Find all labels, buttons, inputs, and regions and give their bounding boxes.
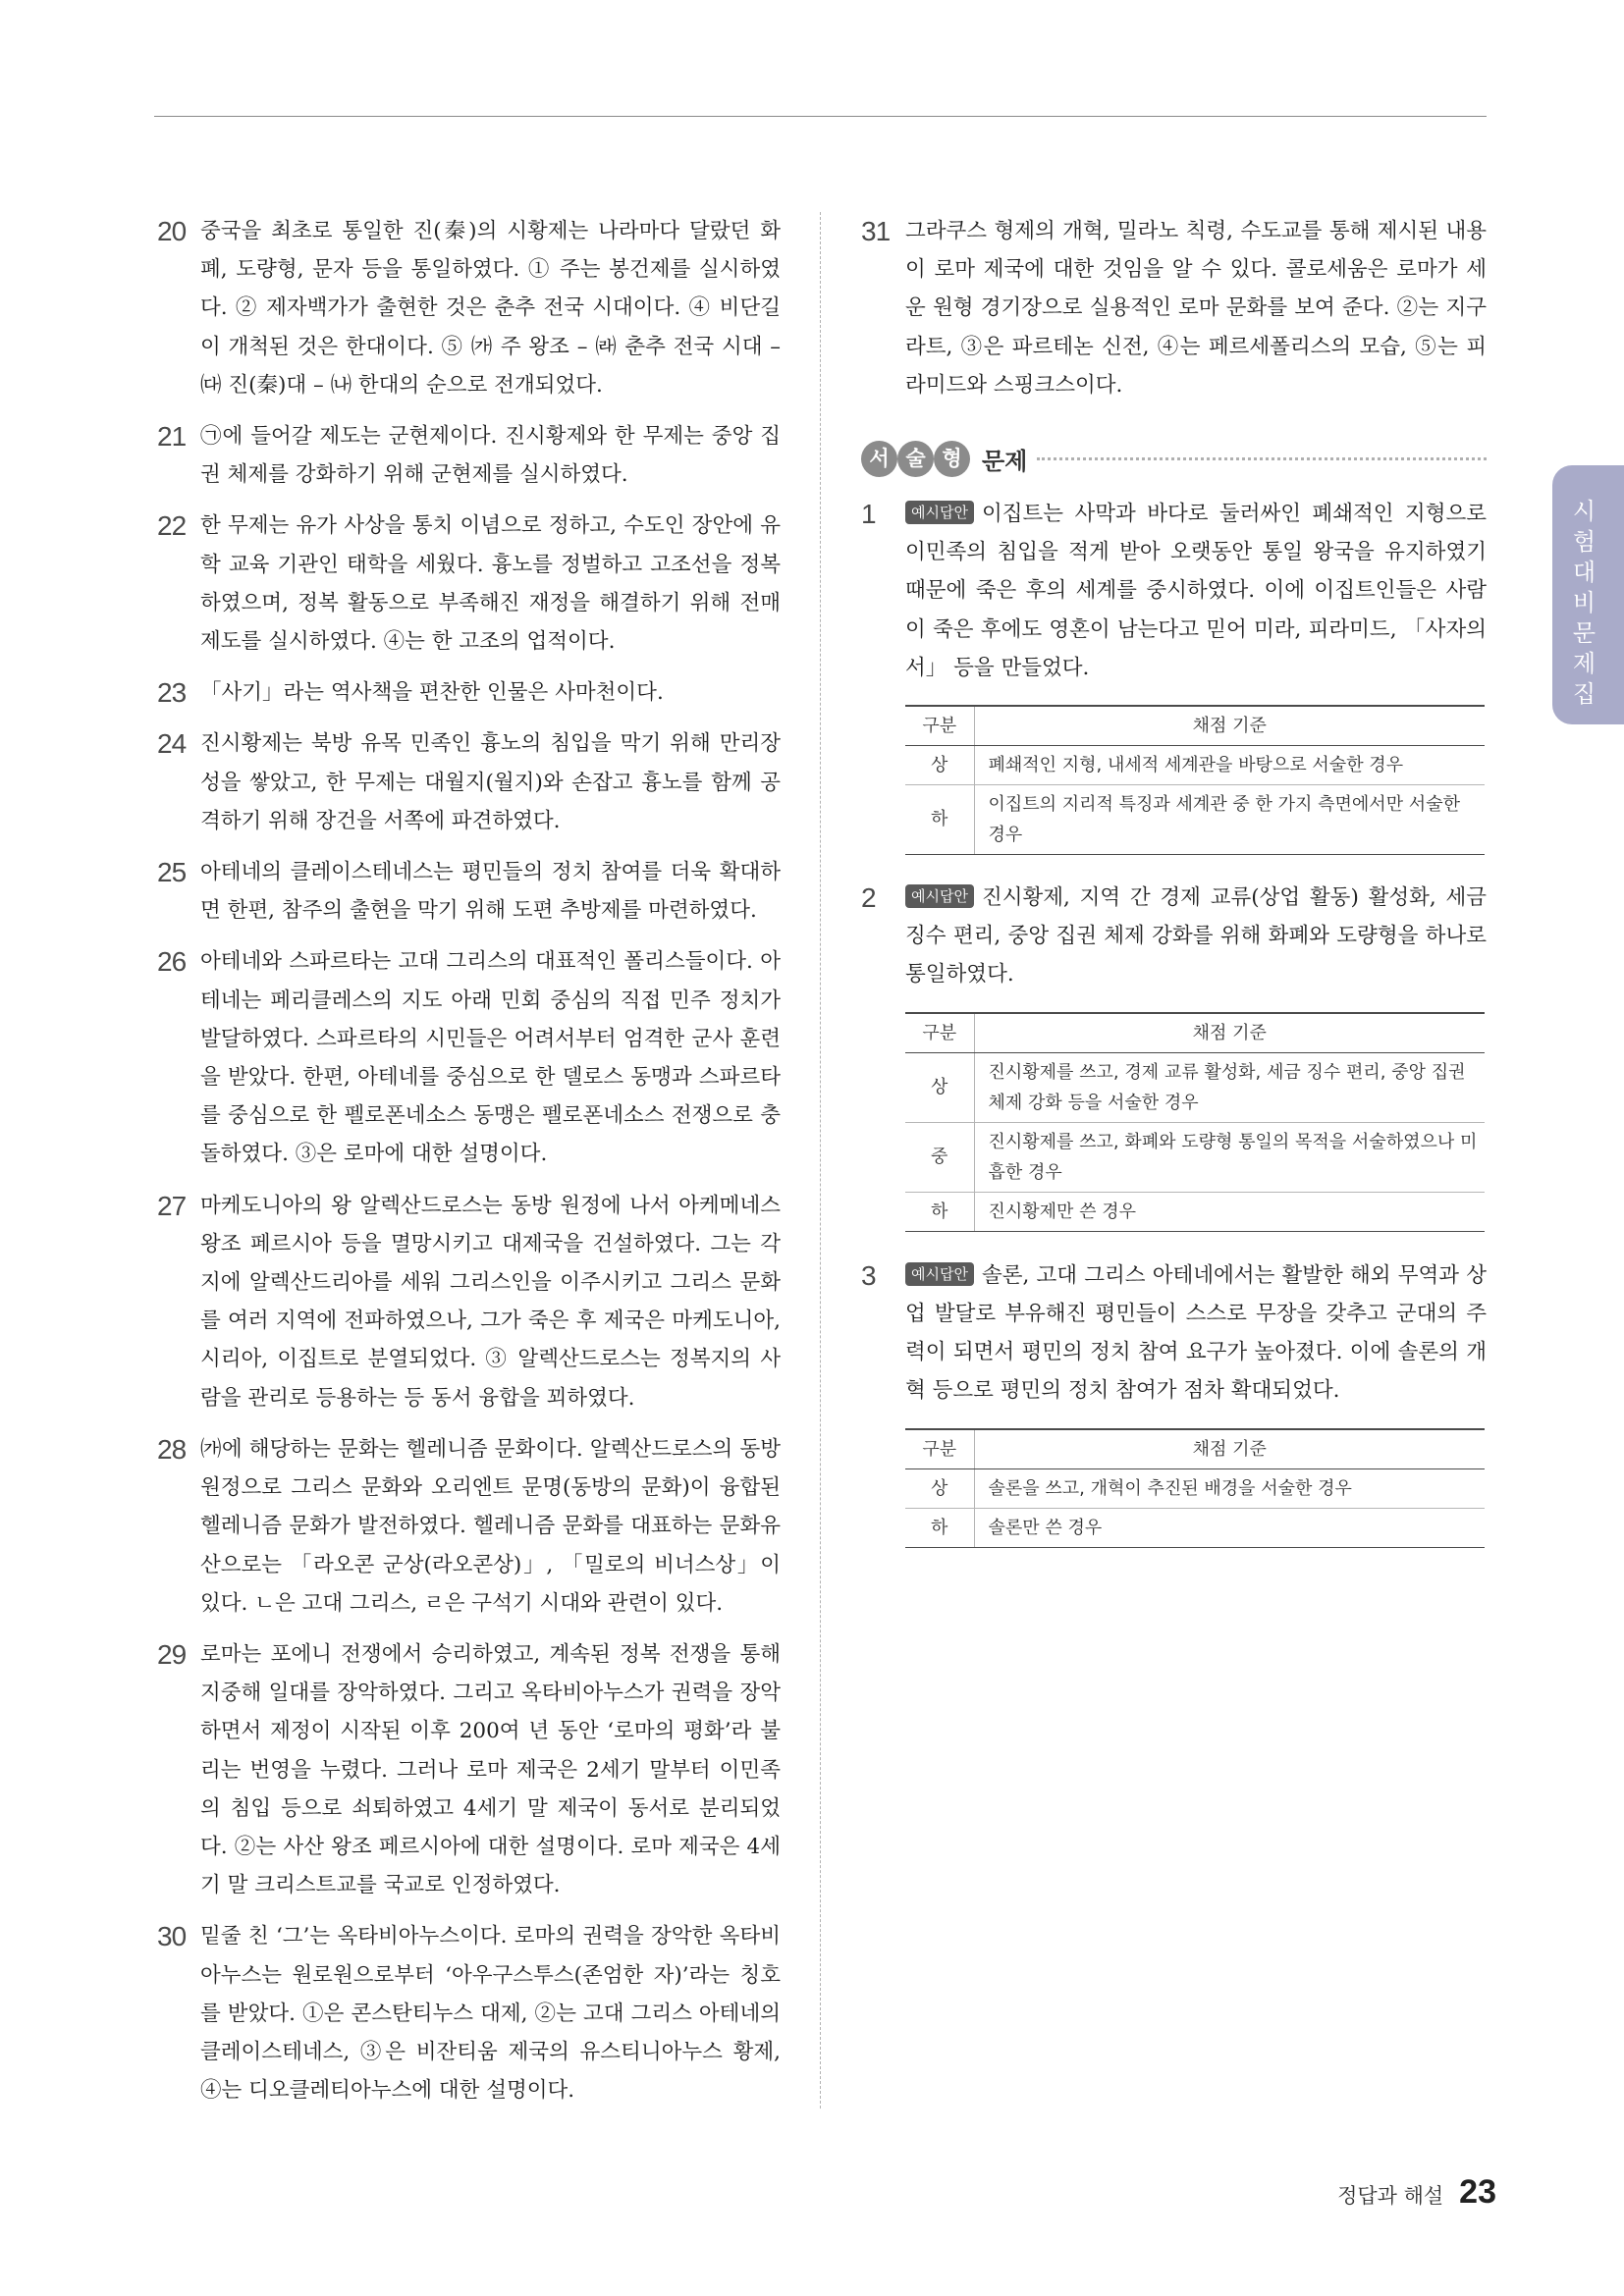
item-number: 26 xyxy=(157,946,187,978)
table-header-row xyxy=(905,1429,1485,1468)
answer-item xyxy=(861,212,1487,404)
item-number: 21 xyxy=(157,421,187,453)
sample-answer xyxy=(905,879,1487,994)
table-row xyxy=(905,1192,1485,1231)
grade-criterion: 솔론만 쓴 경우 xyxy=(974,1508,1485,1547)
answer-item xyxy=(157,673,781,712)
table-row xyxy=(905,784,1485,854)
sample-answer-tag: 예시답안 xyxy=(905,501,974,524)
top-rule xyxy=(154,116,1487,117)
table-header: 채점 기준 xyxy=(974,1013,1485,1052)
table-header-row xyxy=(905,1013,1485,1052)
section-badge: 서 xyxy=(861,441,897,477)
item-number: 29 xyxy=(157,1638,187,1670)
sample-answer-text: 솔론, 고대 그리스 아테네에서는 활발한 해외 무역과 상업 발달로 부유해진 평민들이 스스로 무장을 갖추고 군대의 주력이 되면서 평민의 정치 참여 요구가 높아졌다. 이에 솔론의 개혁 등으로 평민의 정치 참여가 점차 확대되었다. xyxy=(905,1262,1487,1404)
sample-answer xyxy=(905,495,1487,687)
grade-criterion: 폐쇄적인 지형, 내세적 세계관을 바탕으로 서술한 경우 xyxy=(974,745,1485,784)
left-column xyxy=(157,212,781,2122)
item-number: 23 xyxy=(157,677,187,709)
table-header: 구분 xyxy=(905,1013,974,1052)
right-column xyxy=(861,212,1487,1548)
table-header: 구분 xyxy=(905,1429,974,1468)
answer-item xyxy=(157,1430,781,1623)
table-header: 채점 기준 xyxy=(974,706,1485,745)
grade-criterion: 진시황제만 쓴 경우 xyxy=(974,1192,1485,1231)
essay-question xyxy=(861,495,1487,687)
grade-criterion: 진시황제를 쓰고, 화폐와 도량형 통일의 목적을 서술하였으나 미흡한 경우 xyxy=(974,1122,1485,1192)
grade-level: 하 xyxy=(905,1508,974,1547)
grading-table xyxy=(905,1428,1485,1548)
essay-section-title: 문제 xyxy=(982,447,1028,475)
answer-item xyxy=(157,507,781,661)
table-row xyxy=(905,1052,1485,1122)
essay-section-header xyxy=(861,439,1487,478)
answer-item xyxy=(157,1917,781,2109)
section-badge: 술 xyxy=(897,441,934,477)
table-row xyxy=(905,745,1485,784)
sample-answer-text: 이집트는 사막과 바다로 둘러싸인 폐쇄적인 지형으로 이민족의 침입을 적게 받아 오랫동안 통일 왕국을 유지하였기 때문에 죽은 후의 세계를 중시하였다. 이에 이집트인들은 사람이 죽은 후에도 영혼이 남는다고 믿어 미라, 피라미드, 「사자의 서」 등을 만들었다. xyxy=(905,502,1487,680)
item-explanation: 아테네와 스파르타는 고대 그리스의 대표적인 폴리스들이다. 아테네는 페리클레스의 지도 아래 민회 중심의 직접 민주 정치가 발달하였다. 스파르타의 시민들은 어려서부터 엄격한 군사 훈련을 받았다. 한편, 아테네를 중심으로 한 델로스 동맹과 스파르타를 중심으로 한 펠로폰네소스 동맹은 펠로폰네소스 전쟁으로 충돌하였다. ③은 로마에 대한 설명이다. xyxy=(200,949,781,1167)
item-explanation: 그라쿠스 형제의 개혁, 밀라노 칙령, 수도교를 통해 제시된 내용이 로마 제국에 대한 것임을 알 수 있다. 콜로세움은 로마가 세운 원형 경기장으로 실용적인 로마 문화를 보여 준다. ②는 지구라트, ③은 파르테논 신전, ④는 페르세폴리스의 모습, ⑤는 피라미드와 스핑크스이다. xyxy=(905,219,1487,398)
answer-item xyxy=(157,853,781,930)
item-explanation: 마케도니아의 왕 알렉산드로스는 동방 원정에 나서 아케메네스 왕조 페르시아 등을 멸망시키고 대제국을 건설하였다. 그는 각지에 알렉산드리아를 세워 그리스인을 이주시키고 그리스 문화를 여러 지역에 전파하였으나, 그가 죽은 후 제국은 마케도니아, 시리아, 이집트로 분열되었다. ③ 알렉산드로스는 정복지의 사람을 관리로 등용하는 등 동서 융합을 꾀하였다. xyxy=(200,1193,781,1411)
table-row xyxy=(905,1468,1485,1508)
grade-level: 하 xyxy=(905,784,974,854)
sample-answer-tag: 예시답안 xyxy=(905,1262,974,1286)
question-number: 2 xyxy=(861,881,876,913)
item-number: 25 xyxy=(157,857,187,888)
grading-table xyxy=(905,705,1485,855)
grade-criterion: 진시황제를 쓰고, 경제 교류 활성화, 세금 징수 편리, 중앙 집권 체제 강화 등을 서술한 경우 xyxy=(974,1052,1485,1122)
item-number: 31 xyxy=(861,216,891,246)
answer-item xyxy=(157,942,781,1173)
table-row xyxy=(905,1122,1485,1192)
page-footer xyxy=(1337,2173,1496,2212)
answer-item xyxy=(157,1635,781,1904)
table-row xyxy=(905,1508,1485,1547)
dotted-leader xyxy=(1037,457,1487,460)
item-explanation: 아테네의 클레이스테네스는 평민들의 정치 참여를 더욱 확대하면 한편, 참주의 출현을 막기 위해 도편 추방제를 마련하였다. xyxy=(200,860,781,924)
item-explanation: 중국을 최초로 통일한 진(秦)의 시황제는 나라마다 달랐던 화폐, 도량형, 문자 등을 통일하였다. ① 주는 봉건제를 실시하였다. ② 제자백가가 출현한 것은 춘추 전국 시대이다. ④ 비단길이 개척된 것은 한대이다. ⑤ ㈎ 주 왕조 – ㈑ 춘추 전국 시대 – ㈐ 진(秦)대 – ㈏ 한대의 순으로 전개되었다. xyxy=(200,219,781,398)
grade-level: 중 xyxy=(905,1122,974,1192)
item-number: 27 xyxy=(157,1190,187,1221)
grade-level: 하 xyxy=(905,1192,974,1231)
item-number: 24 xyxy=(157,728,187,760)
item-number: 22 xyxy=(157,510,187,542)
side-section-tab xyxy=(1552,465,1624,724)
grade-level: 상 xyxy=(905,745,974,784)
item-number: 30 xyxy=(157,1921,187,1952)
answer-item xyxy=(157,212,781,404)
question-number: 1 xyxy=(861,499,876,530)
item-explanation: 진시황제는 북방 유목 민족인 흉노의 침입을 막기 위해 만리장성을 쌓았고, 한 무제는 대월지(월지)와 손잡고 흉노를 함께 공격하기 위해 장건을 서쪽에 파견하였다. xyxy=(200,731,781,833)
item-number: 28 xyxy=(157,1433,187,1465)
item-explanation: 「사기」라는 역사책을 편찬한 인물은 사마천이다. xyxy=(200,680,664,706)
grade-level: 상 xyxy=(905,1468,974,1508)
item-explanation: 로마는 포에니 전쟁에서 승리하였고, 계속된 정복 전쟁을 통해 지중해 일대를 장악하였다. 그리고 옥타비아누스가 권력을 장악하면서 제정이 시작된 이후 200여 년 동안 ‘로마의 평화’라 불리는 번영을 누렸다. 그러나 로마 제국은 2세기 말부터 이민족의 침입 등으로 쇠퇴하였고 4세기 말 제국이 동서로 분리되었다. ②는 사산 왕조 페르시아에 대한 설명이다. 로마 제국은 4세기 말 크리스트교를 국교로 인정하였다. xyxy=(200,1641,781,1898)
table-header: 구분 xyxy=(905,706,974,745)
page-number: 23 xyxy=(1459,2173,1496,2211)
essay-question xyxy=(861,879,1487,994)
side-tab-label: 시험대비문제집 xyxy=(1568,499,1596,712)
sample-answer xyxy=(905,1256,1487,1411)
table-header-row xyxy=(905,706,1485,745)
footer-label: 정답과 해설 xyxy=(1337,2184,1444,2208)
sample-answer-text: 진시황제, 지역 간 경제 교류(상업 활동) 활성화, 세금 징수 편리, 중앙 집권 체제 강화를 위해 화폐와 도량형을 하나로 통일하였다. xyxy=(905,884,1487,987)
grade-level: 상 xyxy=(905,1052,974,1122)
essay-question xyxy=(861,1256,1487,1411)
item-explanation: 한 무제는 유가 사상을 통치 이념으로 정하고, 수도인 장안에 유학 교육 기관인 태학을 세웠다. 흉노를 정벌하고 고조선을 정복하였으며, 정복 활동으로 부족해진 재정을 해결하기 위해 전매 제도를 실시하였다. ④는 한 고조의 업적이다. xyxy=(200,513,781,655)
section-badge: 형 xyxy=(934,441,970,477)
answer-item xyxy=(157,417,781,494)
grading-table xyxy=(905,1012,1485,1232)
item-explanation: 밑줄 친 ‘그’는 옥타비아누스이다. 로마의 권력을 장악한 옥타비아누스는 원로원으로부터 ‘아우구스투스(존엄한 자)’라는 칭호를 받았다. ①은 콘스탄티누스 대제, ②는 고대 그리스 아테네의 클레이스테네스, ③은 비잔티움 제국의 유스티니아누스 황제, ④는 디오클레티아누스에 대한 설명이다. xyxy=(200,1924,781,2104)
item-explanation: ㈎에 해당하는 문화는 헬레니즘 문화이다. 알렉산드로스의 동방 원정으로 그리스 문화와 오리엔트 문명(동방의 문화)이 융합된 헬레니즘 문화가 발전하였다. 헬레니즘 문화를 대표하는 문화유산으로는 「라오콘 군상(라오콘상)」, 「밀로의 비너스상」이 있다. ㄴ은 고대 그리스, ㄹ은 구석기 시대와 관련이 있다. xyxy=(200,1436,781,1616)
answer-item xyxy=(157,724,781,840)
item-explanation: ㉠에 들어갈 제도는 군현제이다. 진시황제와 한 무제는 중앙 집권 체제를 강화하기 위해 군현제를 실시하였다. xyxy=(200,424,781,488)
grade-criterion: 이집트의 지리적 특징과 세계관 중 한 가지 측면에서만 서술한 경우 xyxy=(974,784,1485,854)
item-number: 20 xyxy=(157,216,187,246)
sample-answer-tag: 예시답안 xyxy=(905,884,974,908)
grade-criterion: 솔론을 쓰고, 개혁이 추진된 배경을 서술한 경우 xyxy=(974,1468,1485,1508)
table-header: 채점 기준 xyxy=(974,1429,1485,1468)
column-divider xyxy=(820,212,821,2109)
question-number: 3 xyxy=(861,1259,876,1291)
answer-item xyxy=(157,1187,781,1417)
